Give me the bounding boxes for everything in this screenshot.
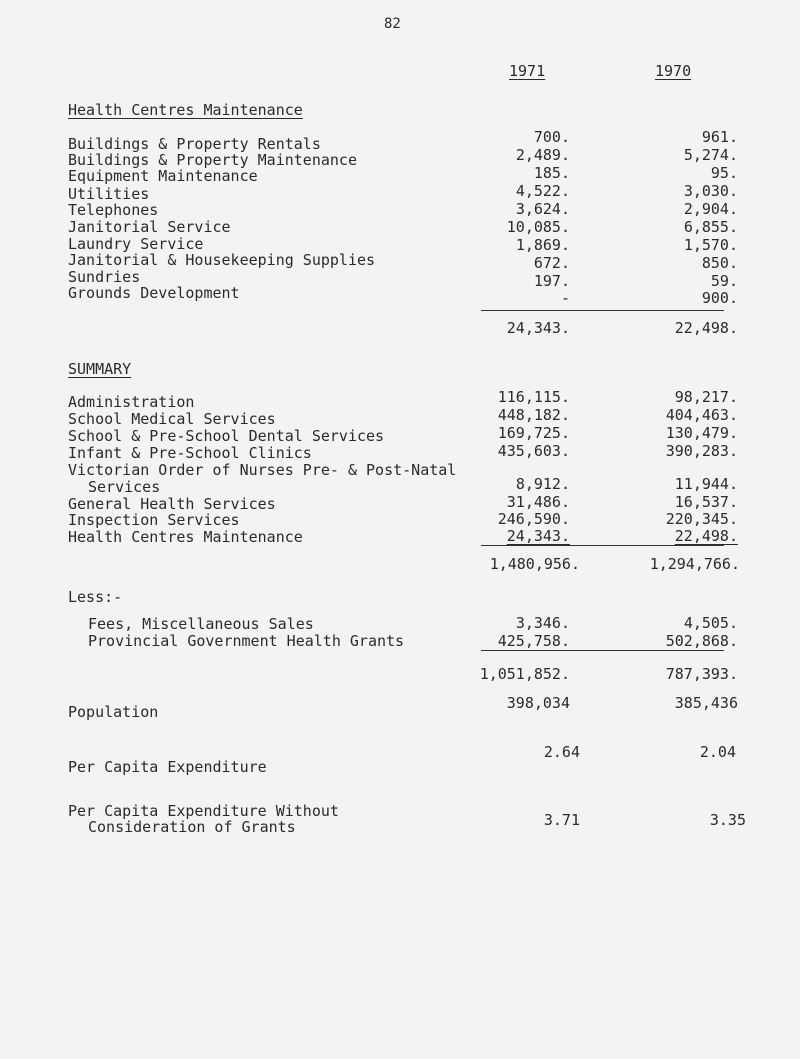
value-1970: 22,498. <box>674 527 738 545</box>
value-1971: 2,489. <box>515 146 570 164</box>
per-capita-no-grants-1971: 3.71 <box>543 811 580 829</box>
value-1971: 700. <box>533 128 570 146</box>
row-label: Buildings & Property Maintenance <box>68 151 357 169</box>
value-1970: 220,345. <box>665 510 738 528</box>
row-label: Janitorial Service <box>68 218 231 236</box>
row-label: Sundries <box>68 268 141 286</box>
value-1971: 197. <box>533 272 570 290</box>
row-label: Health Centres Maintenance <box>68 528 303 546</box>
value-1970: 98,217. <box>674 388 738 406</box>
row-label: General Health Services <box>68 495 276 513</box>
total-1971: 1,480,956. <box>489 555 580 573</box>
per-capita-label: Per Capita Expenditure <box>68 758 267 776</box>
section-heading-less: Less:- <box>68 588 123 606</box>
value-1970: 390,283. <box>665 442 738 460</box>
row-label: Infant & Pre-School Clinics <box>68 444 312 462</box>
row-label: Buildings & Property Rentals <box>68 135 321 153</box>
per-capita-no-grants-label-continued: Consideration of Grants <box>88 818 296 836</box>
value-1971: 246,590. <box>497 510 570 528</box>
row-label-continued: Services <box>88 478 161 496</box>
value-1970: 1,570. <box>683 236 738 254</box>
row-label: Fees, Miscellaneous Sales <box>88 615 314 633</box>
value-1970: 3,030. <box>683 182 738 200</box>
value-1970: 850. <box>701 254 738 272</box>
value-1971: 672. <box>533 254 570 272</box>
value-1971: 10,085. <box>506 218 570 236</box>
value-1971: 3,346. <box>515 614 570 632</box>
total-1971: 24,343. <box>506 319 570 337</box>
value-1971: 1,869. <box>515 236 570 254</box>
total-1970: 1,294,766. <box>649 555 740 573</box>
per-capita-no-grants-label: Per Capita Expenditure Without <box>68 802 339 820</box>
value-1970: 130,479. <box>665 424 738 442</box>
row-label: Administration <box>68 393 195 411</box>
value-1971: 4,522. <box>515 182 570 200</box>
population-1970: 385,436 <box>674 694 738 712</box>
total-1970: 22,498. <box>674 319 738 337</box>
section-heading-health-centres: Health Centres Maintenance <box>68 101 303 119</box>
total-rule <box>481 545 724 546</box>
row-label: Equipment Maintenance <box>68 167 258 185</box>
row-label: Grounds Development <box>68 284 240 302</box>
year-header-1970: 1970 <box>655 62 692 80</box>
population-1971: 398,034 <box>506 694 570 712</box>
section-heading-summary: SUMMARY <box>68 360 132 378</box>
per-capita-1971: 2.64 <box>543 743 580 761</box>
value-1971: - <box>560 289 570 307</box>
value-1971: 8,912. <box>515 475 570 493</box>
row-label: School Medical Services <box>68 410 276 428</box>
value-1970: 6,855. <box>683 218 738 236</box>
value-1970: 961. <box>701 128 738 146</box>
row-label: Victorian Order of Nurses Pre- & Post-Natal <box>68 461 457 479</box>
row-label: Janitorial & Housekeeping Supplies <box>68 251 376 269</box>
net-1971: 1,051,852. <box>479 665 570 683</box>
value-1971: 448,182. <box>497 406 570 424</box>
value-1970: 95. <box>710 164 738 182</box>
value-1971: 24,343. <box>506 527 570 545</box>
value-1971: 3,624. <box>515 200 570 218</box>
value-1970: 5,274. <box>683 146 738 164</box>
value-1970: 502,868. <box>665 632 738 650</box>
value-1971: 435,603. <box>497 442 570 460</box>
value-1971: 169,725. <box>497 424 570 442</box>
row-label: Provincial Government Health Grants <box>88 632 405 650</box>
value-1971: 185. <box>533 164 570 182</box>
year-header-1971: 1971 <box>509 62 546 80</box>
row-label: Inspection Services <box>68 511 240 529</box>
net-rule <box>481 650 724 651</box>
per-capita-no-grants-1970: 3.35 <box>709 811 746 829</box>
value-1971: 425,758. <box>497 632 570 650</box>
value-1970: 4,505. <box>683 614 738 632</box>
value-1971: 31,486. <box>506 493 570 511</box>
value-1970: 11,944. <box>674 475 738 493</box>
row-label: Laundry Service <box>68 235 204 253</box>
value-1971: 116,115. <box>497 388 570 406</box>
row-label: Telephones <box>68 201 159 219</box>
value-1970: 59. <box>710 272 738 290</box>
value-1970: 900. <box>701 289 738 307</box>
per-capita-1970: 2.04 <box>699 743 736 761</box>
row-label: School & Pre-School Dental Services <box>68 427 385 445</box>
value-1970: 16,537. <box>674 493 738 511</box>
value-1970: 2,904. <box>683 200 738 218</box>
net-1970: 787,393. <box>665 665 738 683</box>
value-1970: 404,463. <box>665 406 738 424</box>
page-number: 82 <box>384 16 401 32</box>
total-rule <box>481 310 724 311</box>
population-label: Population <box>68 703 159 721</box>
row-label: Utilities <box>68 185 150 203</box>
